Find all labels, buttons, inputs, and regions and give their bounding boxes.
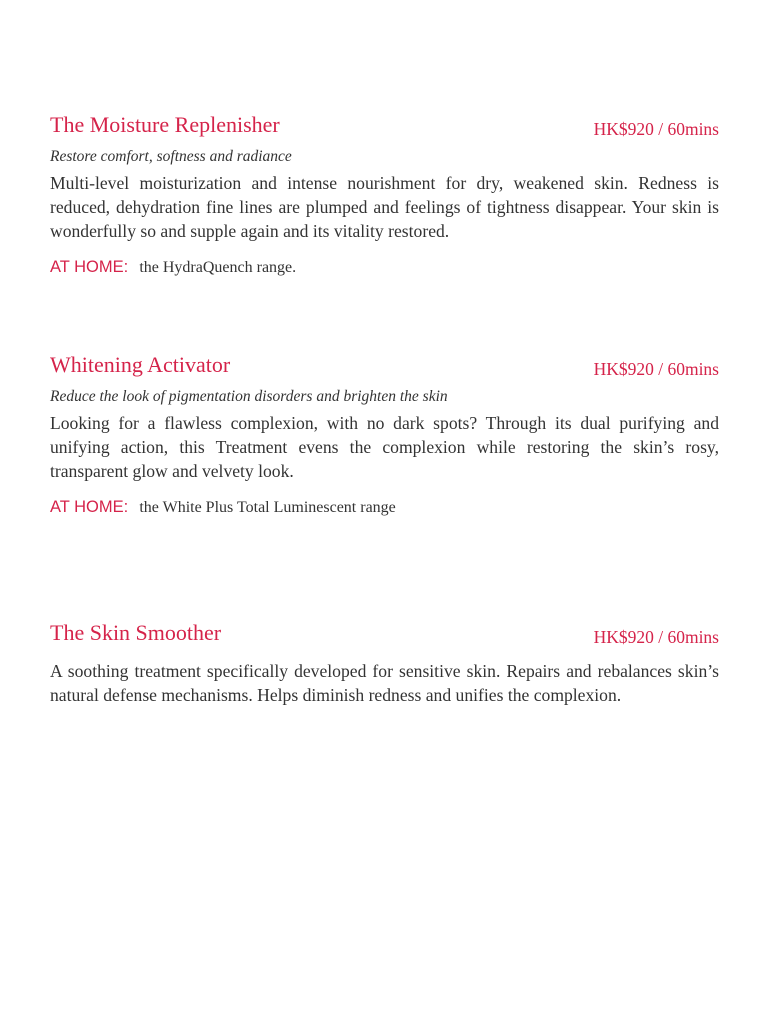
at-home-label: AT HOME:: [50, 258, 129, 276]
treatment-whitening-activator: [50, 352, 719, 517]
treatment-price: HK$920 / 60mins: [593, 627, 719, 647]
at-home-label: AT HOME:: [50, 498, 129, 516]
treatment-skin-smoother: [50, 620, 719, 707]
at-home-line: [50, 497, 719, 517]
treatment-description: Looking for a flawless complexion, with no dark spots? Through its dual purifying and unifying action, this Treatment evens the complexion while restoring the skin’s rosy, transparent glow and velvety look.: [50, 413, 719, 481]
treatment-header: [50, 620, 719, 650]
treatment-description: A soothing treatment specifically developed for sensitive skin. Repairs and rebalances skin’s natural defense mechanisms. Helps diminish redness and unifies the complexion.: [50, 661, 719, 705]
at-home-product: the White Plus Total Luminescent range: [139, 499, 396, 516]
treatment-moisture-replenisher: [50, 112, 719, 277]
treatment-subtitle: Reduce the look of pigmentation disorders and brighten the skin: [50, 388, 448, 405]
treatment-title: The Skin Smoother: [50, 620, 222, 645]
treatment-description: Multi-level moisturization and intense nourishment for dry, weakened skin. Redness is reduced, dehydration fine lines are plumped and feelings of tightness disappear. Your skin is wonderfully so and supple again and its vitality restored.: [50, 173, 719, 241]
treatment-header: [50, 112, 719, 142]
at-home-product: the HydraQuench range.: [139, 259, 297, 276]
treatment-price: HK$920 / 60mins: [593, 119, 719, 139]
treatment-title: Whitening Activator: [50, 352, 231, 377]
at-home-line: [50, 257, 719, 277]
treatment-header: [50, 352, 719, 382]
treatment-price: HK$920 / 60mins: [593, 359, 719, 379]
treatment-subtitle: Restore comfort, softness and radiance: [50, 148, 292, 165]
treatment-title: The Moisture Replenisher: [50, 112, 280, 137]
